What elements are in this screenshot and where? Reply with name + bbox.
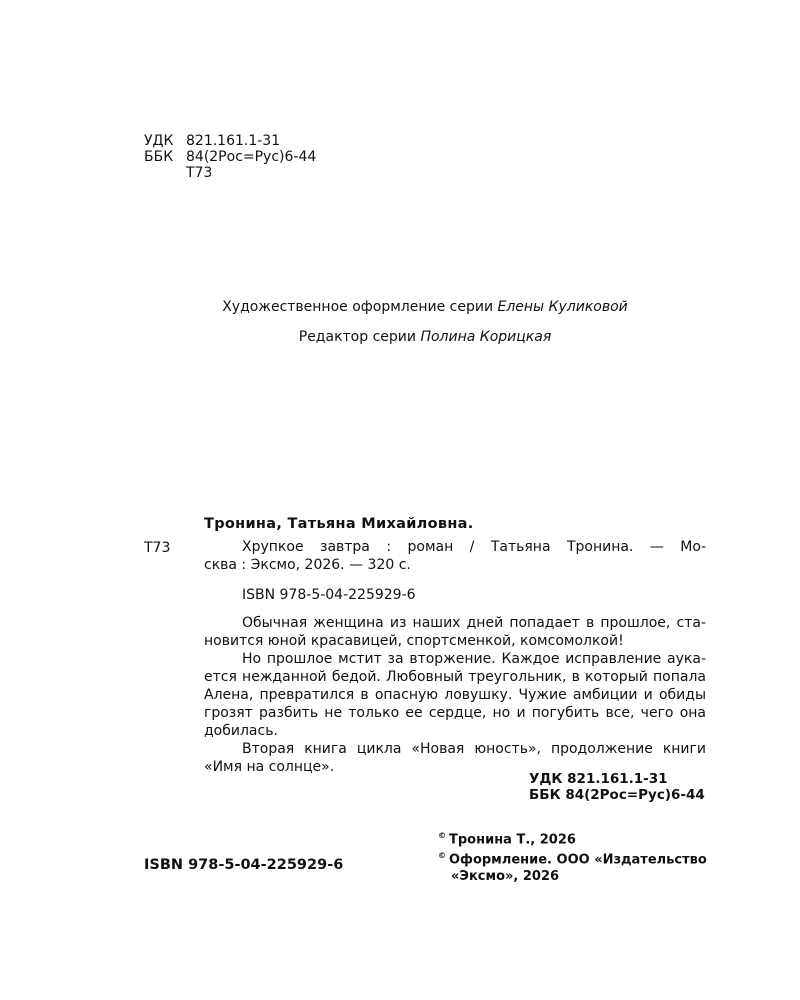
design-credit bbox=[0, 299, 800, 315]
bbk-label: ББК bbox=[144, 149, 174, 165]
copyright-symbol: © bbox=[438, 831, 446, 840]
udk-label: УДК bbox=[144, 133, 174, 149]
footer-isbn: ISBN 978-5-04-225929-6 bbox=[144, 857, 344, 873]
annotation-p1-line-1: Обычная женщина из наших дней попадает в прошлое, ста- bbox=[242, 615, 706, 631]
copyright-author: Тронина Т., 2026 bbox=[449, 832, 576, 848]
bbk-bottom: ББК 84(2Рос=Рус)6-44 bbox=[529, 787, 705, 803]
design-credit-name: Елены Куликовой bbox=[497, 299, 628, 315]
copyright-line-2 bbox=[438, 848, 707, 868]
annotation-p1-line-2: новится юной красавицей, спортсменкой, комсомолкой! bbox=[204, 633, 624, 649]
annotation-p2-line-3: Алена, превратился в опасную ловушку. Чужие амбиции и обиды bbox=[204, 687, 706, 703]
catalog-mark: Т73 bbox=[144, 540, 171, 556]
copyright-design-continued: «Эксмо», 2026 bbox=[451, 868, 560, 884]
editor-credit-name: Полина Корицкая bbox=[420, 329, 552, 345]
author-heading: Тронина, Татьяна Михайловна. bbox=[204, 516, 474, 532]
copyright-symbol: © bbox=[438, 851, 446, 861]
editor-credit-label: Редактор серии bbox=[298, 329, 416, 345]
annotation-p2-line-2: ется нежданной бедой. Любовный треугольник, в который попала bbox=[204, 669, 706, 685]
annotation bbox=[204, 614, 706, 776]
annotation-p3-line-2: «Имя на солнце». bbox=[204, 759, 335, 775]
design-credit-label: Художественное оформление серии bbox=[222, 299, 494, 315]
udk-value: 821.161.1-31 bbox=[186, 133, 281, 149]
author-mark: Т73 bbox=[186, 165, 213, 181]
bibliographic-entry bbox=[204, 538, 706, 574]
title-line-2: сква : Эксмо, 2026. — 320 с. bbox=[204, 557, 411, 573]
udk-bottom: УДК 821.161.1-31 bbox=[529, 771, 668, 787]
title-line-1: Хрупкое завтра : роман / Татьяна Тронина. — Мо- bbox=[242, 539, 706, 555]
copyright-block bbox=[438, 828, 707, 885]
copyright-design: Оформление. ООО «Издательство bbox=[449, 852, 707, 868]
annotation-p2-line-1: Но прошлое мстит за вторжение. Каждое исправление аука- bbox=[242, 651, 706, 667]
annotation-p2-line-5: добилась. bbox=[204, 723, 278, 739]
copyright-line-1 bbox=[438, 828, 707, 848]
annotation-p3-line-1: Вторая книга цикла «Новая юность», продолжение книги bbox=[242, 741, 706, 757]
classification-block bbox=[144, 133, 444, 185]
annotation-p2-line-4: грозят разбить не только ее сердце, но и погубить все, чего она bbox=[204, 705, 706, 721]
editor-credit bbox=[0, 329, 800, 345]
isbn-entry: ISBN 978-5-04-225929-6 bbox=[242, 587, 416, 603]
bbk-value: 84(2Рос=Рус)6-44 bbox=[186, 149, 317, 165]
